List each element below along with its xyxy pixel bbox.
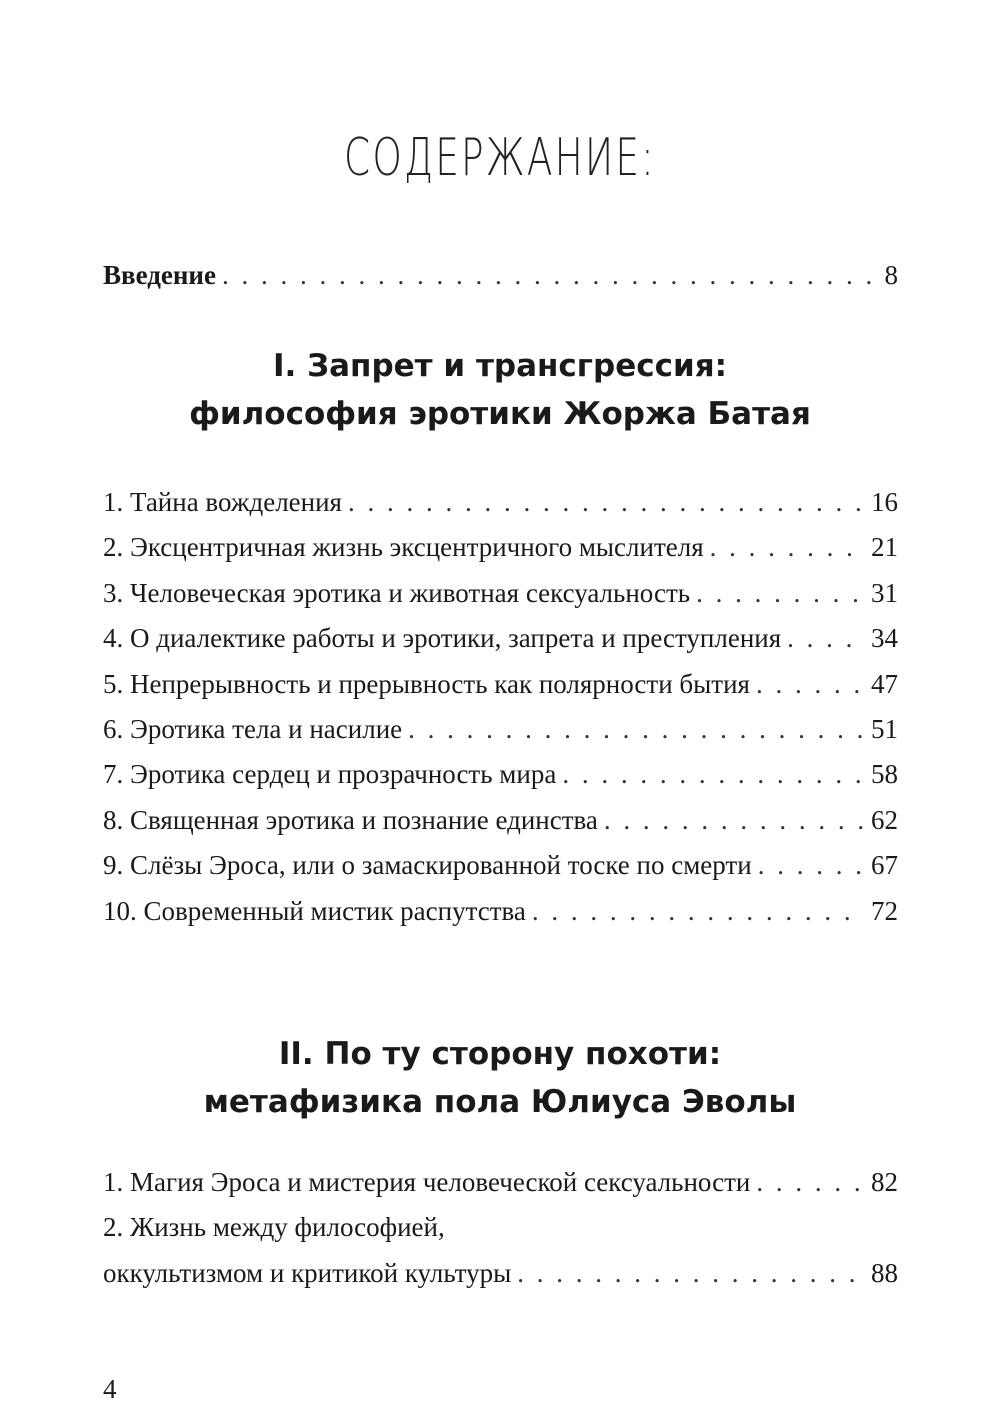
dot-leader — [787, 625, 865, 652]
dot-leader — [222, 262, 879, 289]
toc-entry[interactable] — [103, 625, 898, 652]
section-heading-line: метафизика пола Юлиуса Эволы — [203, 1084, 797, 1120]
toc-entry[interactable] — [103, 807, 898, 834]
dot-leader — [756, 1169, 865, 1196]
toc-entry-intro[interactable] — [103, 262, 898, 289]
toc-entry-label: 9. Слёзы Эроса, или о замаскированной тоске по смерти — [103, 850, 752, 880]
toc-page-number: 47 — [871, 669, 898, 699]
dot-leader — [562, 761, 865, 788]
toc-page-number: 58 — [871, 759, 898, 789]
dot-leader — [517, 1260, 865, 1287]
toc-entry-label: 4. О диалектике работы и эротики, запрета и преступления — [103, 623, 782, 653]
toc-entry-label: Введение — [103, 260, 216, 290]
dot-leader — [348, 489, 865, 516]
dot-leader — [532, 898, 865, 925]
toc-entry[interactable] — [103, 1169, 898, 1196]
toc-page-number: 8 — [884, 260, 898, 290]
toc-entry-label: 7. Эротика сердец и прозрачность мира — [103, 759, 557, 789]
toc-entry-label: 8. Священная эротика и познание единства — [103, 805, 598, 835]
toc-entry[interactable] — [103, 489, 898, 516]
toc-page-number: 31 — [871, 578, 898, 608]
section-heading-line: философия эротики Жоржа Батая — [189, 396, 811, 432]
toc-entry[interactable] — [103, 761, 898, 788]
toc-page-number: 51 — [871, 714, 898, 744]
section-heading-2 — [0, 1030, 1000, 1126]
toc-page-number: 62 — [871, 805, 898, 835]
toc-entry-label: 1. Магия Эроса и мистерия человеческой сексуальности — [103, 1167, 751, 1197]
section-heading-line: II. По ту сторону похоти: — [278, 1036, 722, 1072]
toc-entry-label: 10. Современный мистик распутства — [103, 896, 526, 926]
toc-entry-label: 3. Человеческая эротика и животная сексуальность — [103, 578, 691, 608]
toc-entry-continued-line[interactable] — [103, 1214, 898, 1241]
toc-entry-label: 6. Эротика тела и насилие — [103, 714, 403, 744]
toc-entry[interactable] — [103, 716, 898, 743]
section-heading-line: I. Запрет и трансгрессия: — [272, 348, 727, 384]
toc-entry-label: оккультизмом и критикой культуры — [103, 1258, 512, 1288]
toc-page-number: 34 — [871, 623, 898, 653]
toc-page-number: 67 — [871, 850, 898, 880]
dot-leader — [758, 852, 865, 879]
toc-entry-label: 1. Тайна вожделения — [103, 487, 342, 517]
dot-leader — [756, 671, 865, 698]
dot-leader — [710, 534, 865, 561]
toc-entry[interactable] — [103, 1260, 898, 1287]
section-heading-1 — [0, 342, 1000, 438]
toc-entry[interactable] — [103, 534, 898, 561]
toc-entry[interactable] — [103, 898, 898, 925]
dot-leader — [604, 807, 865, 834]
toc-page-number: 16 — [871, 487, 898, 517]
toc-page-number: 72 — [871, 896, 898, 926]
toc-entry[interactable] — [103, 671, 898, 698]
dot-leader — [696, 580, 865, 607]
toc-entry[interactable] — [103, 580, 898, 607]
page-title: СОДЕРЖАНИЕ: — [344, 128, 656, 188]
toc-entry[interactable] — [103, 852, 898, 879]
toc-page-number: 88 — [871, 1258, 898, 1288]
folio-page-number: 4 — [103, 1374, 117, 1404]
toc-page-number: 82 — [871, 1167, 898, 1197]
toc-page-number: 21 — [871, 532, 898, 562]
toc-entry-label: 5. Непрерывность и прерывность как полярности бытия — [103, 669, 750, 699]
dot-leader — [408, 716, 865, 743]
toc-entry-label: 2. Эксцентричная жизнь эксцентричного мыслителя — [103, 532, 704, 562]
toc-entry-label: 2. Жизнь между философией, — [103, 1212, 445, 1242]
